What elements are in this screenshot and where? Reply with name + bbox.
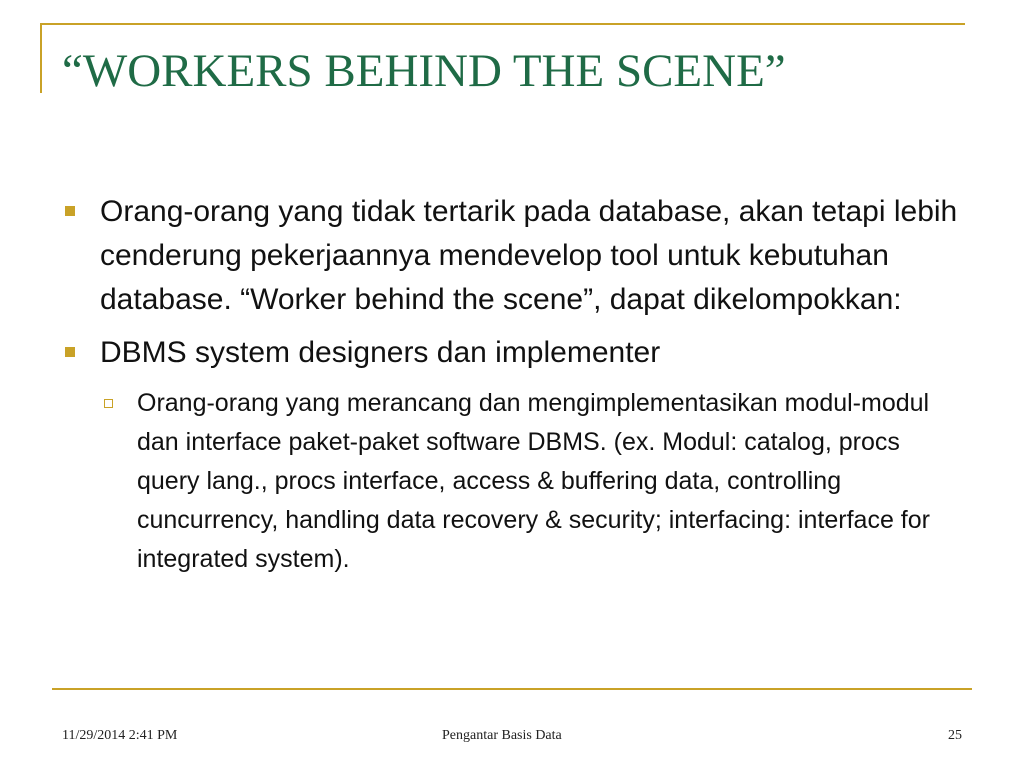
sub-bullet-item [62,384,962,579]
sub-bullet-text: Orang-orang yang merancang dan mengimplementasikan modul-modul dan interface paket-paket software DBMS. (ex. Modul: catalog, procs query lang., procs interface, access & buffering data, controlling cuncurrency, handling data recovery & security; interfacing: interface for integrated system). [137,389,930,573]
bullet-text: Orang-orang yang tidak tertarik pada database, akan tetapi lebih cenderung pekerjaannya mendevelop tool untuk kebutuhan database. “Worker behind the scene”, dapat dikelompokkan: [100,195,958,316]
hollow-square-bullet-icon [104,399,113,408]
frame-top-line [40,23,965,25]
bullet-item [62,331,962,375]
slide-title: “WORKERS BEHIND THE SCENE” [62,45,786,97]
bullet-item [62,190,962,322]
square-bullet-icon [65,347,75,357]
footer-date: 11/29/2014 2:41 PM [62,728,178,743]
page-number: 25 [948,728,962,743]
frame-left-line [40,23,42,93]
sub-bullet-list [62,384,962,579]
footer-divider-line [52,688,972,690]
bullet-text: DBMS system designers dan implementer [100,336,661,369]
bullet-list [62,190,962,579]
square-bullet-icon [65,206,75,216]
sub-bullet-group [62,384,962,579]
footer-title: Pengantar Basis Data [442,728,562,743]
